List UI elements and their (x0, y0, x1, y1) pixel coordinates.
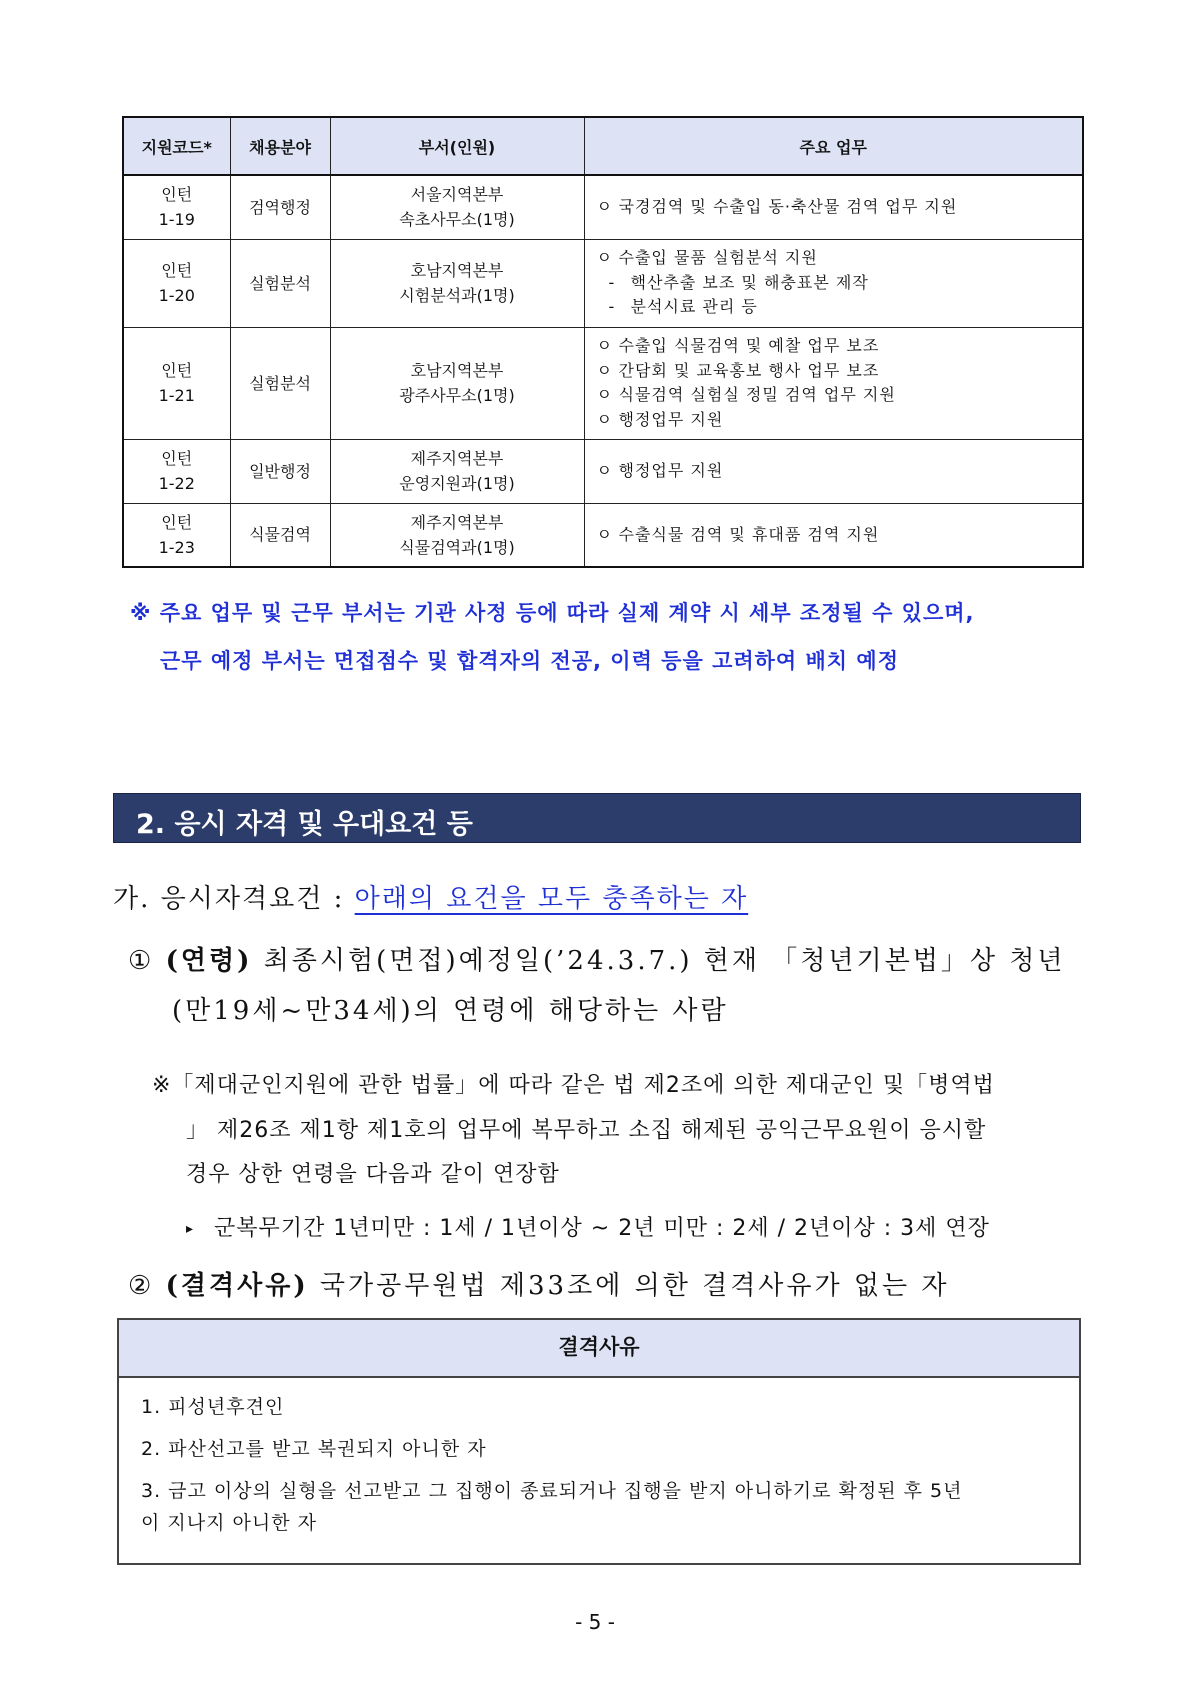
dept-office: 식물검역과(1명) (399, 537, 515, 557)
job-table (122, 116, 1084, 568)
section-header (113, 793, 1081, 843)
duty-subline (597, 271, 1082, 296)
duty-marker: ㅇ (596, 524, 613, 544)
heading-emphasis: 아래의 요건을 모두 충족하는 자 (354, 884, 749, 914)
note-line-1: ※ 주요 업무 및 근무 부서는 기관 사정 등에 따라 실제 계약 시 세부 조정될 수 있으며, (130, 601, 975, 625)
bullet-marker: ▸ (186, 1221, 195, 1237)
dept-cell (330, 503, 584, 567)
duty-line (597, 523, 1082, 548)
duty-marker: - (608, 297, 616, 317)
duty-marker: ㅇ (596, 336, 613, 355)
table-row (123, 327, 1083, 439)
code-cell (123, 327, 230, 439)
duty-marker: ㅇ (596, 197, 613, 216)
qualification-item-1-line-2: (만19세~만34세)의 연령에 해당하는 사람 (172, 996, 729, 1026)
code-label: 인턴 (161, 449, 193, 468)
item-text: 최종시험(면접)예정일(’24.3.7.) 현재 「청년기본법」상 청년 (263, 946, 1066, 976)
duty-marker: ㅇ (596, 248, 613, 268)
field-cell: 검역행정 (230, 175, 330, 239)
dept-region: 서울지역본부 (410, 185, 504, 205)
duty-cell (584, 327, 1083, 439)
header-dept: 부서(인원) (330, 117, 584, 175)
heading-prefix: 가. 응시자격요건 : (113, 884, 355, 914)
remark-line-3: 경우 상한 연령을 다음과 같이 연장함 (186, 1162, 560, 1187)
dept-cell (330, 175, 584, 239)
duty-subline (597, 295, 1082, 320)
duty-cell (584, 175, 1083, 239)
section-title: 2. 응시 자격 및 우대요건 등 (136, 809, 473, 840)
field-cell: 실험분석 (230, 327, 330, 439)
page-number: - 5 - (575, 1610, 615, 1634)
code-number: 1-20 (158, 286, 195, 305)
code-label: 인턴 (161, 185, 193, 205)
table-header-row (123, 117, 1083, 175)
qualification-item-1 (128, 940, 1066, 977)
dept-office: 운영지원과(1명) (399, 474, 515, 493)
header-code: 지원코드* (123, 117, 230, 175)
duty-text: 분석시료 관리 등 (630, 297, 758, 317)
code-cell (123, 239, 230, 327)
field-cell: 일반행정 (230, 439, 330, 503)
note-line-2: 근무 예정 부서는 면접점수 및 합격자의 전공, 이력 등을 고려하여 배치 예정 (160, 649, 899, 673)
dept-region: 호남지역본부 (410, 361, 504, 380)
duty-marker: ㅇ (596, 460, 613, 480)
disqualification-box (117, 1318, 1081, 1565)
dept-region: 제주지역본부 (410, 449, 504, 468)
code-label: 인턴 (161, 512, 193, 532)
code-number: 1-22 (158, 474, 195, 493)
duty-text: 행정업무 지원 (618, 409, 724, 429)
duty-cell (584, 503, 1083, 567)
dept-region: 호남지역본부 (410, 261, 504, 280)
remark-line-2: 」 제26조 제1항 제1호의 업무에 복무하고 소집 해제된 공익근무요원이 응시할 (186, 1118, 987, 1143)
duty-text: 식물검역 실험실 정밀 검역 업무 지원 (618, 385, 896, 404)
code-cell (123, 503, 230, 567)
code-number: 1-21 (158, 386, 195, 405)
duty-line (597, 459, 1082, 484)
dept-cell (330, 239, 584, 327)
duty-text: 간담회 및 교육홍보 행사 업무 보조 (618, 360, 880, 380)
duty-line (597, 383, 1082, 408)
box-title: 결격사유 (119, 1320, 1079, 1378)
remark-line-1: ※「제대군인지원에 관한 법률」에 따라 같은 법 제2조에 의한 제대군인 및「병역법 (152, 1073, 995, 1098)
duty-cell (584, 239, 1083, 327)
table-row (123, 175, 1083, 239)
item-tag: (연령) (165, 946, 253, 976)
duty-marker: ㅇ (596, 385, 613, 404)
duty-text: 핵산추출 보조 및 해충표본 제작 (630, 272, 869, 292)
dept-region: 제주지역본부 (410, 512, 504, 532)
header-duty: 주요 업무 (584, 117, 1083, 175)
code-cell (123, 439, 230, 503)
item-number: ① (128, 946, 155, 976)
duty-line (597, 246, 1082, 271)
code-number: 1-19 (158, 210, 195, 230)
box-item-continued: 이 지나지 아니한 자 (141, 1512, 317, 1534)
code-label: 인턴 (161, 361, 193, 380)
duty-text: 수출식물 검역 및 휴대품 검역 지원 (618, 524, 880, 544)
duty-marker: ㅇ (596, 409, 613, 429)
dept-office: 시험분석과(1명) (399, 286, 515, 305)
table-row (123, 503, 1083, 567)
item-text: 국가공무원법 제33조에 의한 결격사유가 없는 자 (319, 1271, 950, 1301)
qualification-item-2 (128, 1265, 950, 1302)
duty-line (597, 359, 1082, 384)
code-number: 1-23 (158, 537, 195, 557)
duty-text: 국경검역 및 수출입 동·축산물 검역 업무 지원 (618, 197, 958, 216)
dept-office: 광주사무소(1명) (399, 386, 515, 405)
dept-office: 속초사무소(1명) (399, 210, 515, 230)
duty-text: 수출입 물품 실험분석 지원 (618, 248, 818, 268)
duty-text: 수출입 식물검역 및 예찰 업무 보조 (618, 336, 880, 355)
table-row (123, 439, 1083, 503)
bullet-text: 군복무기간 1년미만 : 1세 / 1년이상 ~ 2년 미만 : 2세 / 2년이상 : 3세 연장 (214, 1216, 990, 1241)
item-number: ② (128, 1271, 155, 1301)
header-field: 채용분야 (230, 117, 330, 175)
duty-line (597, 408, 1082, 433)
code-label: 인턴 (161, 261, 193, 280)
duty-marker: ㅇ (596, 360, 613, 380)
field-cell: 식물검역 (230, 503, 330, 567)
qualification-heading (113, 878, 748, 915)
duty-text: 행정업무 지원 (618, 460, 724, 480)
remark-bullet (186, 1211, 990, 1242)
duty-line (597, 195, 1082, 220)
box-item: 2. 파산선고를 받고 복권되지 아니한 자 (141, 1438, 487, 1460)
duty-line (597, 334, 1082, 359)
field-cell: 실험분석 (230, 239, 330, 327)
duty-marker: - (608, 272, 616, 292)
duty-cell (584, 439, 1083, 503)
dept-cell (330, 327, 584, 439)
box-item: 1. 피성년후견인 (141, 1396, 285, 1418)
dept-cell (330, 439, 584, 503)
box-item: 3. 금고 이상의 실형을 선고받고 그 집행이 종료되거나 집행을 받지 아니하기로 확정된 후 5년 (141, 1480, 963, 1502)
table-row (123, 239, 1083, 327)
code-cell (123, 175, 230, 239)
item-tag: (결격사유) (165, 1271, 309, 1301)
